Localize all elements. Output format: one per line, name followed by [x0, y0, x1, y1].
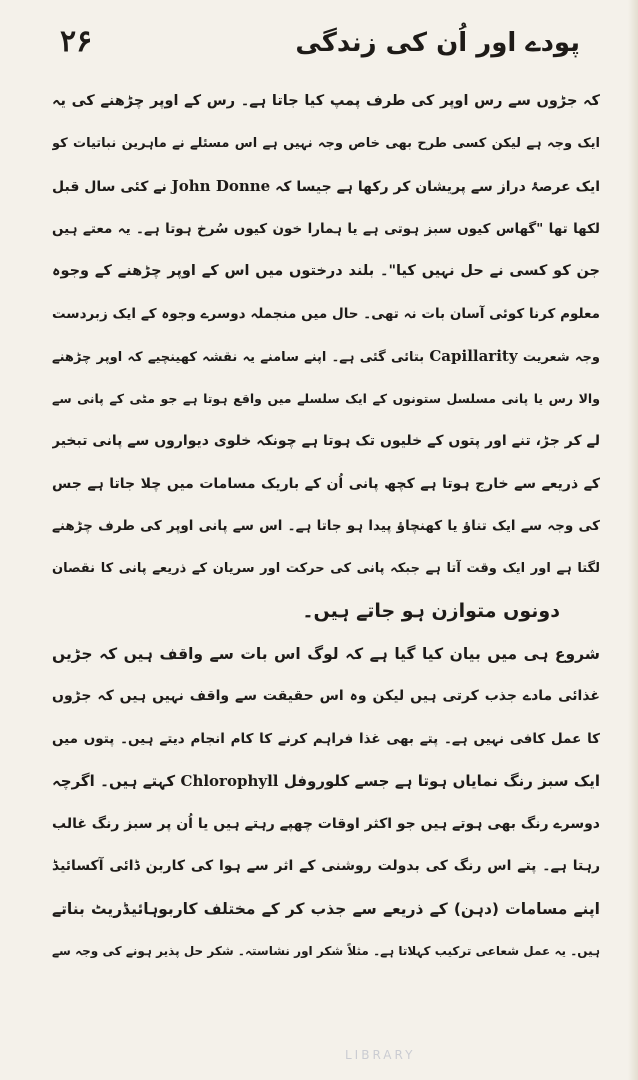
page-number: ۲۶ — [60, 24, 93, 59]
text-line: لے کر جڑ، تنے اور پتوں کے خلیوں تک ہوتا ہے چونکہ خلوی دیواروں سے پانی تبخیر — [52, 433, 600, 449]
page-header — [60, 20, 580, 68]
page-spine-shadow — [628, 0, 638, 1080]
text-segment: بتائی گئی ہے۔ اپنے سامنے یہ نقشہ کھینچیے کہ اوپر چڑھنے — [52, 350, 430, 365]
text-line: اپنے مسامات (دہن) کے ذریعے سے جذب کر کے مختلف کاربوہائیڈریٹ بناتے — [52, 899, 600, 918]
body-text — [52, 80, 600, 973]
text-line: ہیں۔ یہ عمل شعاعی ترکیب کہلاتا ہے۔ مثلاً شکر اور نشاستہ۔ شکر حل پذیر ہونے کی وجہ سے — [52, 944, 600, 958]
text-line: دونوں متوازن ہو جاتے ہیں۔ — [302, 600, 560, 622]
text-line: معلوم کرنا کوئی آسان بات نہ تھی۔ حال میں منجملہ دوسرے وجوہ کے ایک زبردست — [52, 305, 600, 322]
text-line: شروع ہی میں بیان کیا گیا ہے کہ لوگ اس بات سے واقف ہیں کہ جڑیں — [52, 644, 600, 663]
text-segment: کہتے ہیں۔ اگرچہ — [52, 772, 181, 790]
running-title: پودے اور اُن کی زندگی — [295, 28, 580, 58]
text-line: کے ذریعے سے خارج ہوتا ہے کچھ پانی اُن کے باریک مسامات میں چلا جاتا ہے جس — [52, 475, 600, 492]
text-line — [52, 335, 600, 378]
text-line: والا رس یا پانی مسلسل ستونوں کے ایک سلسلے میں واقع ہوتا ہے جو مٹی کے پانی سے — [52, 390, 600, 406]
text-line: لکھا تھا "گھاس کیوں سبز ہوتی ہے یا ہمارا خون کیوں سُرخ ہوتا ہے۔ یہ معتے ہیں — [52, 220, 600, 237]
text-line: کہ جڑوں سے رس اوپر کی طرف پمپ کیا جاتا ہے۔ رس کے اوپر چڑھنے کی یہ — [52, 93, 600, 109]
text-segment: ایک عرصۂ دراز سے پریشان کر رکھا ہے جیسا کہ — [270, 179, 600, 195]
latin-term: John Donne — [171, 177, 271, 195]
text-line: رہتا ہے۔ پتے اس رنگ کی بدولت روشنی کے اثر سے ہوا کی کاربن ڈائی آکسائیڈ — [52, 858, 600, 874]
latin-term: Capillarity — [429, 347, 518, 365]
text-segment: ایک سبز رنگ نمایاں ہوتا ہے جسے کلوروفل — [278, 772, 600, 790]
text-line: جن کو کسی نے حل نہیں کیا"۔ بلند درختوں میں اس کے اوپر چڑھنے کے وجوہ — [52, 263, 600, 279]
text-line: کا عمل کافی نہیں ہے۔ پتے بھی غذا فراہم کرنے کا کام انجام دیتے ہیں۔ پتوں میں — [52, 730, 600, 747]
library-stamp: LIBRARY — [345, 1048, 416, 1062]
text-line: لگتا ہے اور ایک وقت آتا ہے جبکہ پانی کی حرکت اور سریان کے ذریعے پانی کا نقصان — [52, 560, 600, 576]
text-segment: وجہ شعریت — [517, 350, 600, 365]
text-line — [52, 165, 600, 208]
text-line: ایک وجہ ہے لیکن کسی طرح بھی خاص وجہ نہیں ہے اس مسئلے نے ماہرین نباتیات کو — [52, 135, 600, 151]
text-segment: نے کئی سال قبل — [52, 179, 172, 195]
text-line: غذائی مادے جذب کرتی ہیں لیکن وہ اس حقیقت سے واقف نہیں ہیں کہ جڑوں — [52, 688, 600, 704]
latin-term: Chlorophyll — [180, 772, 279, 790]
text-line: کی وجہ سے ایک تناؤ یا کھنچاؤ پیدا ہو جاتا ہے۔ اس سے پانی اوپر کی طرف چڑھنے — [52, 518, 600, 534]
text-line: دوسرے رنگ بھی ہوتے ہیں جو اکثر اوقات چھپے رہتے ہیں یا اُن پر سبز رنگ غالب — [52, 815, 600, 832]
text-line — [52, 760, 600, 803]
